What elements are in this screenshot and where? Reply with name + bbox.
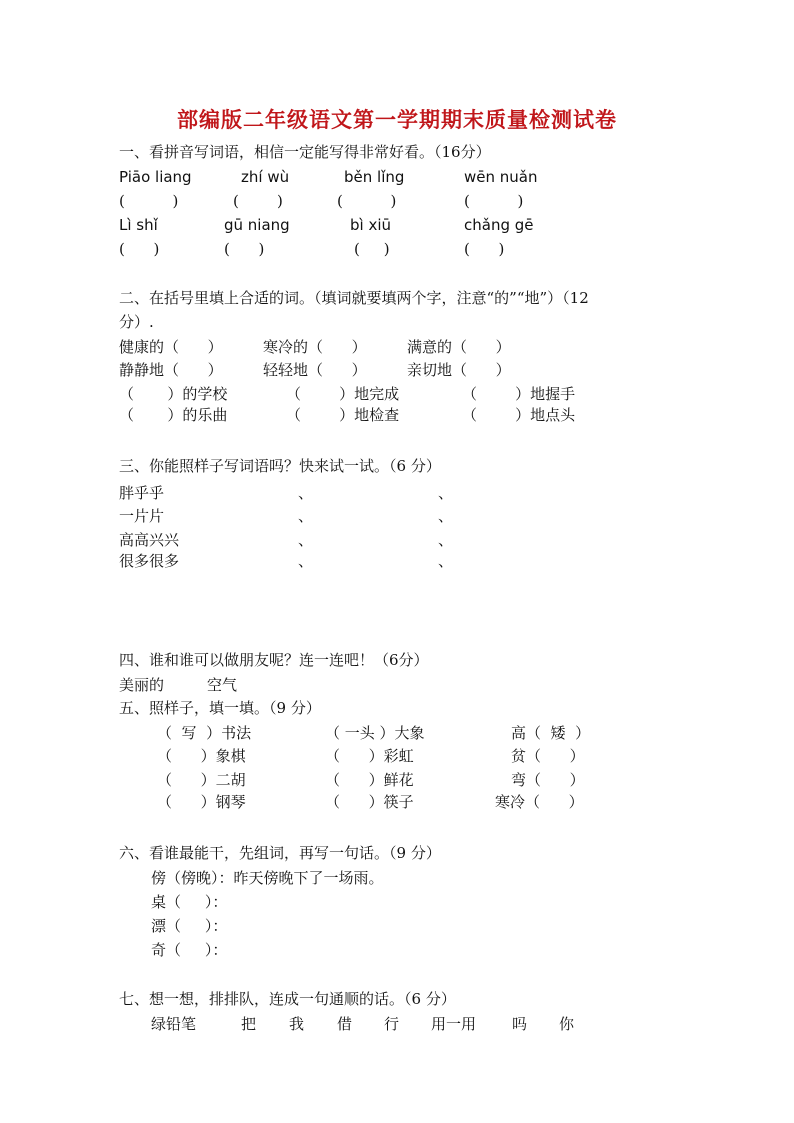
- answer-blank[interactable]: ( ): [233, 192, 283, 210]
- fill-item[interactable]: （ ）鲜花: [325, 771, 414, 789]
- pinyin: gū niang: [224, 216, 290, 234]
- separator: 、: [438, 552, 454, 570]
- answer-blank[interactable]: ( ): [224, 240, 265, 258]
- word-card[interactable]: 吗: [512, 1015, 528, 1033]
- fill-item[interactable]: 寒冷（ ）: [495, 793, 584, 811]
- fill-item[interactable]: 奇（ ）：: [151, 941, 228, 959]
- fill-item[interactable]: （ ）二胡: [157, 771, 246, 789]
- answer-blank[interactable]: ( ): [337, 192, 397, 210]
- fill-item[interactable]: （ 写 ）书法: [157, 724, 252, 742]
- separator: 、: [438, 531, 454, 549]
- answer-blank[interactable]: ( ): [354, 240, 390, 258]
- section-3-heading: 三、你能照样子写词语吗？快来试一试。（6 分）: [119, 457, 441, 475]
- fill-item[interactable]: 弯（ ）: [511, 771, 585, 789]
- section-2-heading-cont: 分）.: [119, 313, 154, 331]
- fill-item[interactable]: （ 一头 ）大象: [325, 724, 425, 742]
- separator: 、: [298, 484, 314, 502]
- word-example: 很多很多: [119, 552, 180, 570]
- separator: 、: [298, 552, 314, 570]
- fill-item[interactable]: 健康的（ ）: [119, 338, 223, 356]
- separator: 、: [298, 507, 314, 525]
- fill-item[interactable]: 桌（ ）：: [151, 893, 228, 911]
- fill-item[interactable]: （ ）地握手: [462, 385, 576, 403]
- fill-item[interactable]: 贫（ ）: [511, 747, 585, 765]
- fill-item[interactable]: （ ）的学校: [119, 385, 228, 403]
- section-4-heading: 四、谁和谁可以做朋友呢？连一连吧！（6分）: [119, 651, 429, 669]
- pinyin: wēn nuǎn: [464, 168, 538, 186]
- fill-item[interactable]: （ ）地完成: [286, 385, 400, 403]
- fill-item[interactable]: 静静地（ ）: [119, 361, 223, 379]
- fill-item[interactable]: 亲切地（ ）: [407, 361, 511, 379]
- answer-blank[interactable]: ( ): [464, 192, 524, 210]
- pinyin: zhí wù: [241, 168, 290, 186]
- section-5-heading: 五、照样子，填一填。（9 分）: [119, 699, 321, 717]
- word-card[interactable]: 绿铅笔: [151, 1015, 197, 1033]
- word-card[interactable]: 用一用: [431, 1015, 477, 1033]
- word-card[interactable]: 我: [289, 1015, 305, 1033]
- pinyin: Piāo liang: [119, 168, 192, 186]
- pinyin: Lì shǐ: [119, 216, 158, 234]
- word-card[interactable]: 你: [559, 1015, 575, 1033]
- fill-item[interactable]: （ ）地点头: [462, 406, 576, 424]
- word-example: 一片片: [119, 507, 165, 525]
- fill-item[interactable]: （ ）象棋: [157, 747, 246, 765]
- fill-item[interactable]: （ ）筷子: [325, 793, 414, 811]
- word-example: 高高兴兴: [119, 531, 180, 549]
- example-sentence: 傍（傍晚）：昨天傍晚下了一场雨。: [151, 869, 384, 887]
- answer-blank[interactable]: ( ): [464, 240, 505, 258]
- separator: 、: [438, 507, 454, 525]
- fill-item[interactable]: 满意的（ ）: [407, 338, 511, 356]
- separator: 、: [298, 531, 314, 549]
- pinyin: chǎng gē: [464, 216, 534, 234]
- fill-item[interactable]: 高（ 矮 ）: [511, 724, 591, 742]
- answer-blank[interactable]: ( ): [119, 240, 160, 258]
- fill-item[interactable]: （ ）钢琴: [157, 793, 246, 811]
- section-1-heading: 一、看拼音写词语，相信一定能写得非常好看。（16分）: [119, 143, 491, 161]
- fill-item[interactable]: （ ）地检查: [286, 406, 400, 424]
- pinyin: bì xiū: [350, 216, 392, 234]
- fill-item[interactable]: （ ）彩虹: [325, 747, 414, 765]
- page-title: 部编版二年级语文第一学期期末质量检测试卷: [177, 108, 617, 132]
- word-card[interactable]: 把: [241, 1015, 257, 1033]
- section-6-heading: 六、看谁最能干，先组词，再写一句话。（9 分）: [119, 844, 441, 862]
- word-card[interactable]: 行: [384, 1015, 400, 1033]
- fill-item[interactable]: 轻轻地（ ）: [263, 361, 367, 379]
- word-card[interactable]: 借: [337, 1015, 353, 1033]
- separator: 、: [438, 484, 454, 502]
- fill-item[interactable]: 寒冷的（ ）: [263, 338, 367, 356]
- match-left-word[interactable]: 美丽的: [119, 676, 165, 694]
- section-2-heading: 二、在括号里填上合适的词。（填词就要填两个字，注意“的”“地”）（12: [119, 289, 589, 307]
- pinyin: běn lǐng: [344, 168, 405, 186]
- fill-item[interactable]: （ ）的乐曲: [119, 406, 228, 424]
- word-example: 胖乎乎: [119, 484, 165, 502]
- section-7-heading: 七、想一想，排排队，连成一句通顺的话。（6 分）: [119, 990, 456, 1008]
- match-right-word[interactable]: 空气: [207, 676, 238, 694]
- answer-blank[interactable]: ( ): [119, 192, 179, 210]
- fill-item[interactable]: 漂（ ）：: [151, 917, 228, 935]
